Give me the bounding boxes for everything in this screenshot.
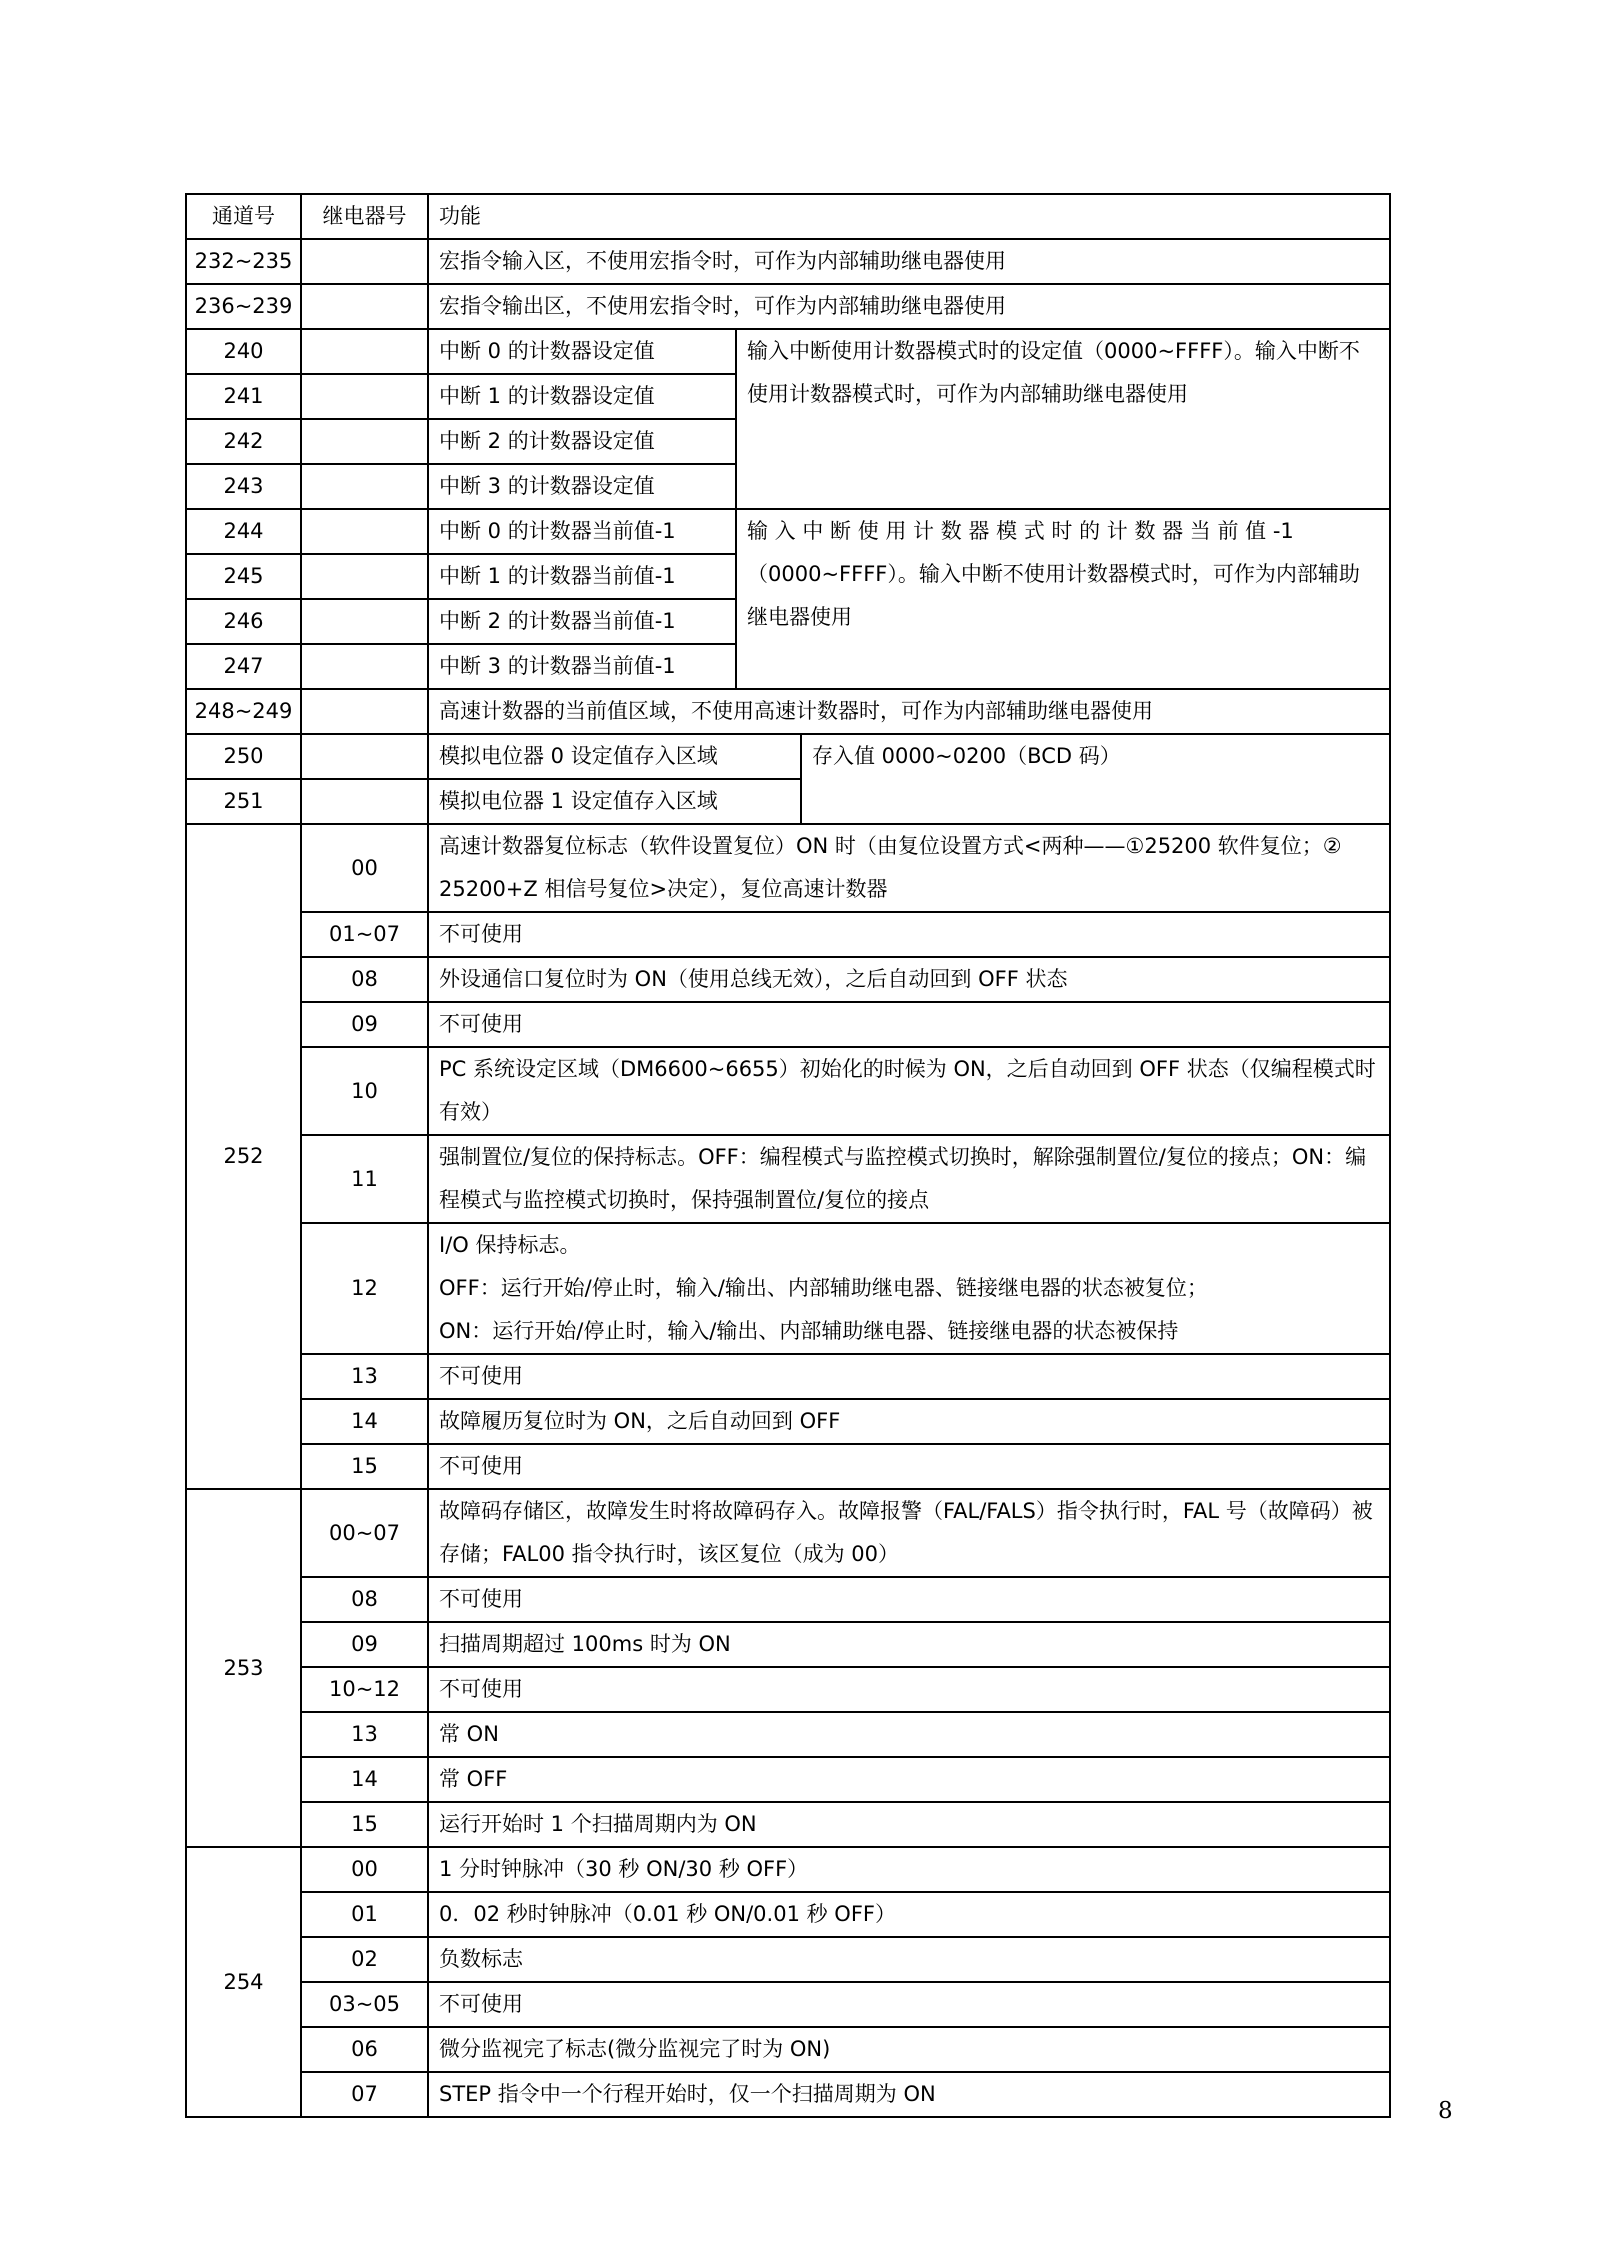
function-cell: 模拟电位器 0 设定值存入区域: [428, 734, 801, 779]
relay-cell: [301, 599, 428, 644]
function-cell: 模拟电位器 1 设定值存入区域: [428, 779, 801, 824]
table-row: [186, 957, 1390, 1002]
function-cell: 负数标志: [428, 1937, 1390, 1982]
channel-cell: 248~249: [186, 689, 301, 734]
table-row: [186, 1892, 1390, 1937]
table-row: [186, 1757, 1390, 1802]
function-cell: 中断 2 的计数器设定值: [428, 419, 736, 464]
function-cell: 0．02 秒时钟脉冲（0.01 秒 ON/0.01 秒 OFF）: [428, 1892, 1390, 1937]
table-row: [186, 1847, 1390, 1892]
table-row: [186, 1489, 1390, 1577]
relay-cell: 12: [301, 1223, 428, 1354]
note-cell: 存入值 0000~0200（BCD 码）: [801, 734, 1390, 824]
function-cell: 故障码存储区，故障发生时将故障码存入。故障报警（FAL/FALS）指令执行时，FAL 号（故障码）被存储；FAL00 指令执行时，该区复位（成为 00）: [428, 1489, 1390, 1577]
channel-cell: 244: [186, 509, 301, 554]
relay-cell: 10: [301, 1047, 428, 1135]
relay-cell: 00: [301, 1847, 428, 1892]
function-cell: 常 OFF: [428, 1757, 1390, 1802]
relay-cell: [301, 419, 428, 464]
header-channel: 通道号: [186, 194, 301, 239]
function-line: ON：运行开始/停止时，输入/输出、内部辅助继电器、链接继电器的状态被保持: [439, 1319, 1179, 1343]
function-cell: 不可使用: [428, 1577, 1390, 1622]
relay-cell: [301, 374, 428, 419]
function-cell: 中断 1 的计数器设定值: [428, 374, 736, 419]
channel-cell: 254: [186, 1847, 301, 2117]
function-cell: 中断 3 的计数器设定值: [428, 464, 736, 509]
note-cell: 输入中断使用计数器模式时的设定值（0000~FFFF）。输入中断不使用计数器模式时，可作为内部辅助继电器使用: [736, 329, 1390, 509]
table-row: [186, 1223, 1390, 1354]
page-number: 8: [1438, 2098, 1453, 2124]
channel-cell: 253: [186, 1489, 301, 1847]
table-row: [186, 1982, 1390, 2027]
relay-cell: [301, 734, 428, 779]
table-row: [186, 1354, 1390, 1399]
channel-cell: 236~239: [186, 284, 301, 329]
table-row: [186, 1667, 1390, 1712]
channel-cell: 242: [186, 419, 301, 464]
table-row: [186, 734, 1390, 779]
table-row: [186, 1444, 1390, 1489]
function-cell: 高速计数器复位标志（软件设置复位）ON 时（由复位设置方式<两种——①25200 软件复位；② 25200+Z 相信号复位>决定），复位高速计数器: [428, 824, 1390, 912]
channel-cell: 250: [186, 734, 301, 779]
channel-cell: 232~235: [186, 239, 301, 284]
function-cell: 扫描周期超过 100ms 时为 ON: [428, 1622, 1390, 1667]
relay-cell: 09: [301, 1002, 428, 1047]
relay-cell: [301, 464, 428, 509]
table-row: [186, 239, 1390, 284]
note-line: 输 入 中 断 使 用 计 数 器 模 式 时 的 计 数 器 当 前 值 -1: [747, 519, 1294, 543]
table-row: [186, 1712, 1390, 1757]
function-cell: 中断 0 的计数器设定值: [428, 329, 736, 374]
relay-cell: 09: [301, 1622, 428, 1667]
table-row: [186, 284, 1390, 329]
relay-cell: 07: [301, 2072, 428, 2117]
table-row: [186, 912, 1390, 957]
relay-cell: 08: [301, 1577, 428, 1622]
relay-table: [185, 193, 1391, 2118]
relay-cell: 14: [301, 1757, 428, 1802]
channel-cell: 243: [186, 464, 301, 509]
table-row: [186, 1399, 1390, 1444]
function-cell: 宏指令输出区，不使用宏指令时，可作为内部辅助继电器使用: [428, 284, 1390, 329]
relay-cell: 08: [301, 957, 428, 1002]
function-cell: 中断 0 的计数器当前值-1: [428, 509, 736, 554]
channel-cell: 246: [186, 599, 301, 644]
channel-cell: 241: [186, 374, 301, 419]
table-row: [186, 689, 1390, 734]
table-row: [186, 1047, 1390, 1135]
table-row: [186, 1622, 1390, 1667]
relay-cell: 02: [301, 1937, 428, 1982]
relay-cell: 01: [301, 1892, 428, 1937]
function-line: OFF：运行开始/停止时，输入/输出、内部辅助继电器、链接继电器的状态被复位；: [439, 1276, 1208, 1300]
function-cell: 宏指令输入区，不使用宏指令时，可作为内部辅助继电器使用: [428, 239, 1390, 284]
function-cell: 不可使用: [428, 1354, 1390, 1399]
function-cell: 强制置位/复位的保持标志。OFF：编程模式与监控模式切换时，解除强制置位/复位的接点；ON：编程模式与监控模式切换时，保持强制置位/复位的接点: [428, 1135, 1390, 1223]
header-relay: 继电器号: [301, 194, 428, 239]
function-cell: 不可使用: [428, 1667, 1390, 1712]
table-row: [186, 2027, 1390, 2072]
relay-cell: 11: [301, 1135, 428, 1223]
table-row: [186, 1937, 1390, 1982]
relay-cell: 13: [301, 1712, 428, 1757]
relay-cell: 01~07: [301, 912, 428, 957]
relay-cell: 13: [301, 1354, 428, 1399]
table-row: [186, 329, 1390, 374]
function-cell: PC 系统设定区域（DM6600~6655）初始化的时候为 ON，之后自动回到 OFF 状态（仅编程模式时有效）: [428, 1047, 1390, 1135]
table-row: [186, 1002, 1390, 1047]
function-cell: 高速计数器的当前值区域，不使用高速计数器时，可作为内部辅助继电器使用: [428, 689, 1390, 734]
function-cell: 微分监视完了标志(微分监视完了时为 ON): [428, 2027, 1390, 2072]
function-cell: STEP 指令中一个行程开始时，仅一个扫描周期为 ON: [428, 2072, 1390, 2117]
relay-cell: 00~07: [301, 1489, 428, 1577]
relay-cell: 03~05: [301, 1982, 428, 2027]
function-cell: 运行开始时 1 个扫描周期内为 ON: [428, 1802, 1390, 1847]
relay-cell: 14: [301, 1399, 428, 1444]
table-row: [186, 2072, 1390, 2117]
relay-cell: [301, 644, 428, 689]
relay-cell: [301, 509, 428, 554]
channel-cell: 240: [186, 329, 301, 374]
table-row: [186, 1802, 1390, 1847]
note-line: （0000~FFFF）。输入中断不使用计数器模式时，可作为内部辅助继电器使用: [747, 562, 1360, 629]
function-line: I/O 保持标志。: [439, 1233, 581, 1257]
table-row: [186, 824, 1390, 912]
function-cell: 常 ON: [428, 1712, 1390, 1757]
function-cell: 中断 1 的计数器当前值-1: [428, 554, 736, 599]
function-cell: 外设通信口复位时为 ON（使用总线无效），之后自动回到 OFF 状态: [428, 957, 1390, 1002]
relay-cell: 15: [301, 1444, 428, 1489]
relay-cell: [301, 689, 428, 734]
relay-cell: [301, 329, 428, 374]
function-cell: 中断 2 的计数器当前值-1: [428, 599, 736, 644]
channel-cell: 252: [186, 824, 301, 1489]
table-row: [186, 509, 1390, 554]
relay-cell: 15: [301, 1802, 428, 1847]
table-row: [186, 1135, 1390, 1223]
relay-cell: 10~12: [301, 1667, 428, 1712]
channel-cell: 247: [186, 644, 301, 689]
relay-cell: 06: [301, 2027, 428, 2072]
function-cell: [428, 1223, 1390, 1354]
function-cell: 不可使用: [428, 1002, 1390, 1047]
channel-cell: 251: [186, 779, 301, 824]
header-row: [186, 194, 1390, 239]
header-function: 功能: [428, 194, 1390, 239]
relay-cell: [301, 239, 428, 284]
channel-cell: 245: [186, 554, 301, 599]
table-row: [186, 1577, 1390, 1622]
function-cell: 不可使用: [428, 912, 1390, 957]
relay-cell: 00: [301, 824, 428, 912]
function-cell: 中断 3 的计数器当前值-1: [428, 644, 736, 689]
function-cell: 不可使用: [428, 1982, 1390, 2027]
relay-cell: [301, 284, 428, 329]
relay-cell: [301, 779, 428, 824]
function-cell: 1 分时钟脉冲（30 秒 ON/30 秒 OFF）: [428, 1847, 1390, 1892]
note-cell: [736, 509, 1390, 689]
function-cell: 不可使用: [428, 1444, 1390, 1489]
function-cell: 故障履历复位时为 ON，之后自动回到 OFF: [428, 1399, 1390, 1444]
relay-cell: [301, 554, 428, 599]
